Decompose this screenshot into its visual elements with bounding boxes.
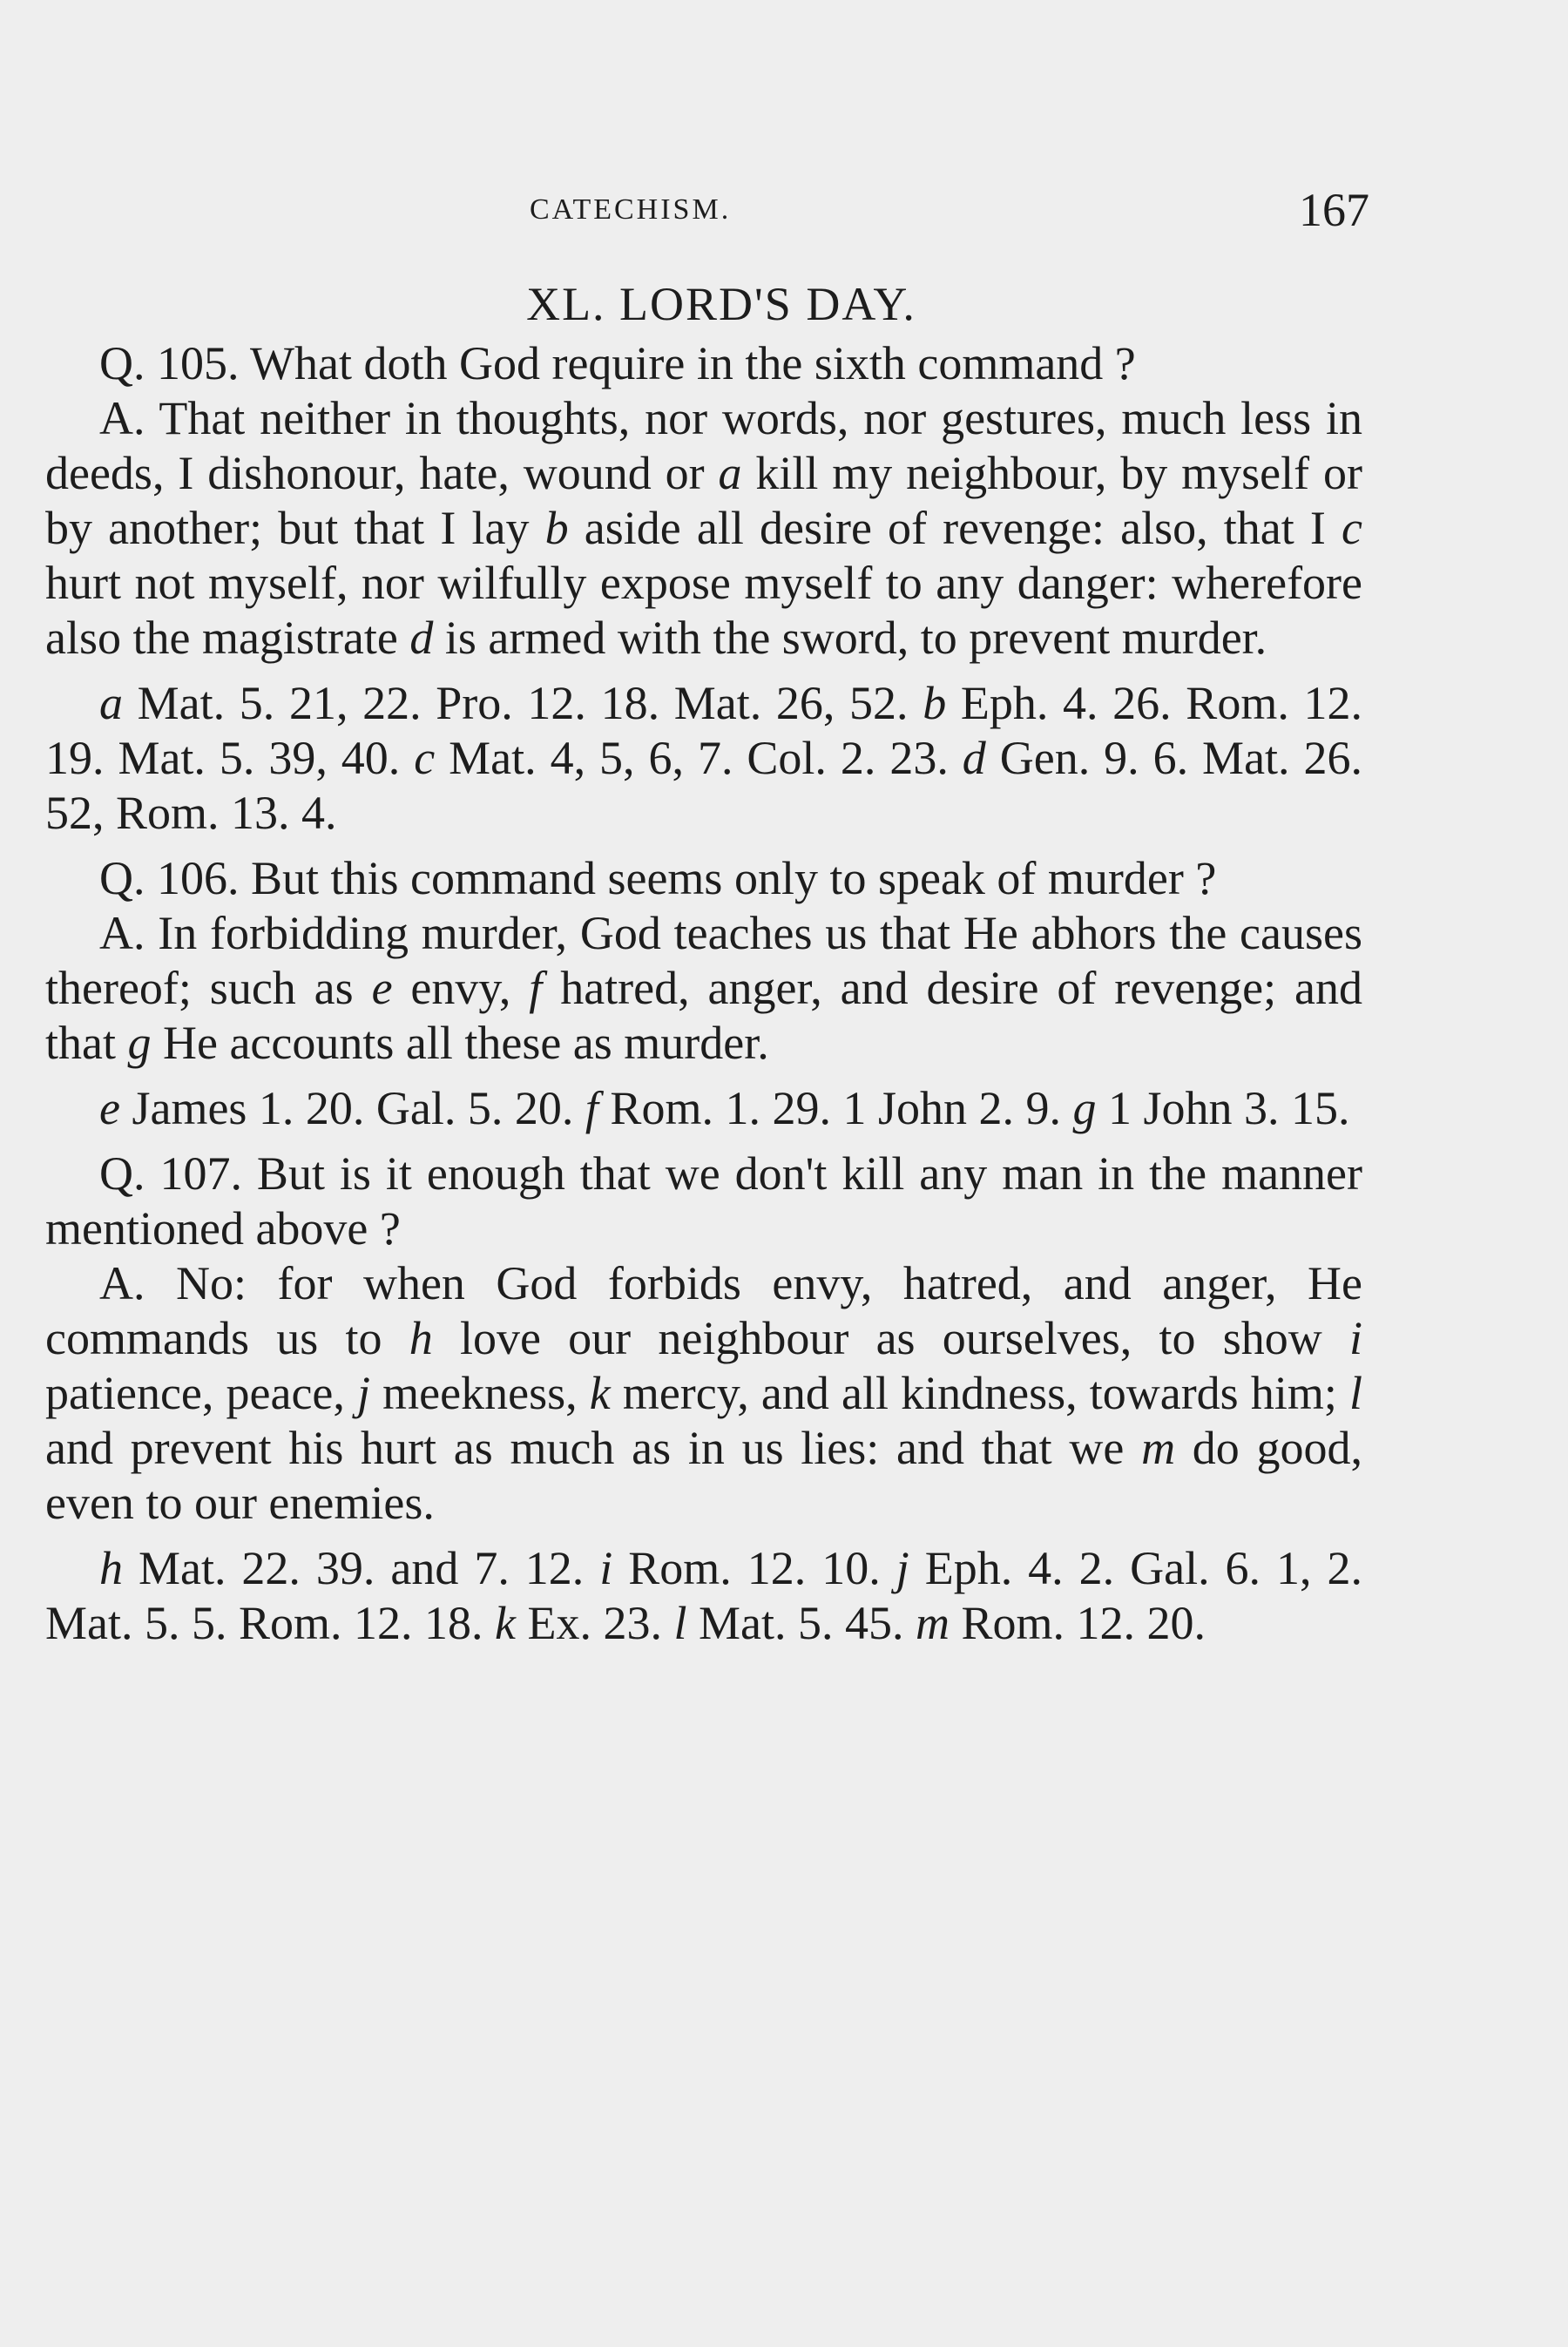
footnote-letter: j bbox=[357, 1367, 371, 1419]
footnote-letter: a bbox=[99, 677, 123, 729]
footnote-letter: f bbox=[529, 962, 543, 1014]
footnote-letter: k bbox=[495, 1597, 516, 1649]
answer-106: A. In forbidding murder, God teaches us that He abhors the causes thereof; such as e envy, f hatred, anger, and desire of revenge; and that g He accounts all these as murder. bbox=[45, 907, 1363, 1069]
answer-107: A. No: for when God forbids envy, hatred, and anger, He commands us to h love our neighbour as ourselves, to show i patience, peace, j meekness, k mercy, and all kindness, towards him; l and prevent his hurt as much as in us lies: and that we m do good, even to our enemies. bbox=[45, 1257, 1362, 1529]
footnote-letter: c bbox=[1342, 502, 1362, 554]
question-106: Q. 106. But this command seems only to speak of murder ? bbox=[99, 852, 1217, 904]
running-head: CATECHISM. bbox=[530, 193, 732, 226]
footnote-letter: d bbox=[962, 732, 986, 784]
page-number: 167 bbox=[1299, 184, 1369, 236]
footnote-letter: l bbox=[1348, 1367, 1362, 1419]
footnote-letter: f bbox=[585, 1082, 598, 1134]
scripture-references-105: a Mat. 5. 21, 22. Pro. 12. 18. Mat. 26, 52. b Eph. 4. 26. Rom. 12. 19. Mat. 5. 39, 40. c Mat. 4, 5, 6, 7. Col. 2. 23. d Gen. 9. 6. Mat. 26. 52, Rom. 13. 4. bbox=[45, 677, 1362, 839]
section-heading: XL. LORD'S DAY. bbox=[526, 278, 916, 330]
footnote-letter: b bbox=[923, 677, 947, 729]
footnote-letter: m bbox=[916, 1597, 950, 1649]
question-105: Q. 105. What doth God require in the sixth command ? bbox=[99, 337, 1136, 389]
scripture-references-106: e James 1. 20. Gal. 5. 20. f Rom. 1. 29. 1 John 2. 9. g 1 John 3. 15. bbox=[99, 1082, 1350, 1134]
footnote-letter: g bbox=[127, 1017, 152, 1069]
footnote-letter: h bbox=[409, 1312, 433, 1364]
page-header bbox=[45, 183, 1369, 235]
footnote-letter: j bbox=[896, 1542, 909, 1594]
footnote-letter: k bbox=[589, 1367, 611, 1419]
footnote-letter: h bbox=[99, 1542, 123, 1594]
answer-105: A. That neither in thoughts, nor words, nor gestures, much less in deeds, I dishonour, hate, wound or a kill my neighbour, by myself or by another; but that I lay b aside all desire of revenge: also, that I c hurt not myself, nor wilfully expose myself to any danger: wherefore also the magistrate d is armed with the sword, to prevent murder. bbox=[45, 392, 1362, 664]
footnote-letter: i bbox=[1348, 1312, 1362, 1364]
footnote-letter: g bbox=[1072, 1082, 1097, 1134]
footnote-letter: m bbox=[1141, 1422, 1176, 1474]
page-content bbox=[45, 277, 1362, 1661]
footnote-letter: e bbox=[371, 962, 393, 1014]
footnote-letter: l bbox=[673, 1597, 687, 1649]
footnote-letter: i bbox=[599, 1542, 613, 1594]
footnote-letter: e bbox=[99, 1082, 120, 1134]
footnote-letter: d bbox=[409, 612, 434, 664]
footnote-letter: a bbox=[718, 447, 742, 499]
footnote-letter: c bbox=[414, 732, 436, 784]
scripture-references-107: h Mat. 22. 39. and 7. 12. i Rom. 12. 10. j Eph. 4. 2. Gal. 6. 1, 2. Mat. 5. 5. Rom. 12. 18. k Ex. 23. l Mat. 5. 45. m Rom. 12. 20. bbox=[45, 1542, 1363, 1649]
footnote-letter: b bbox=[544, 502, 569, 554]
question-107: Q. 107. But is it enough that we don't kill any man in the manner mentioned above ? bbox=[45, 1147, 1362, 1255]
